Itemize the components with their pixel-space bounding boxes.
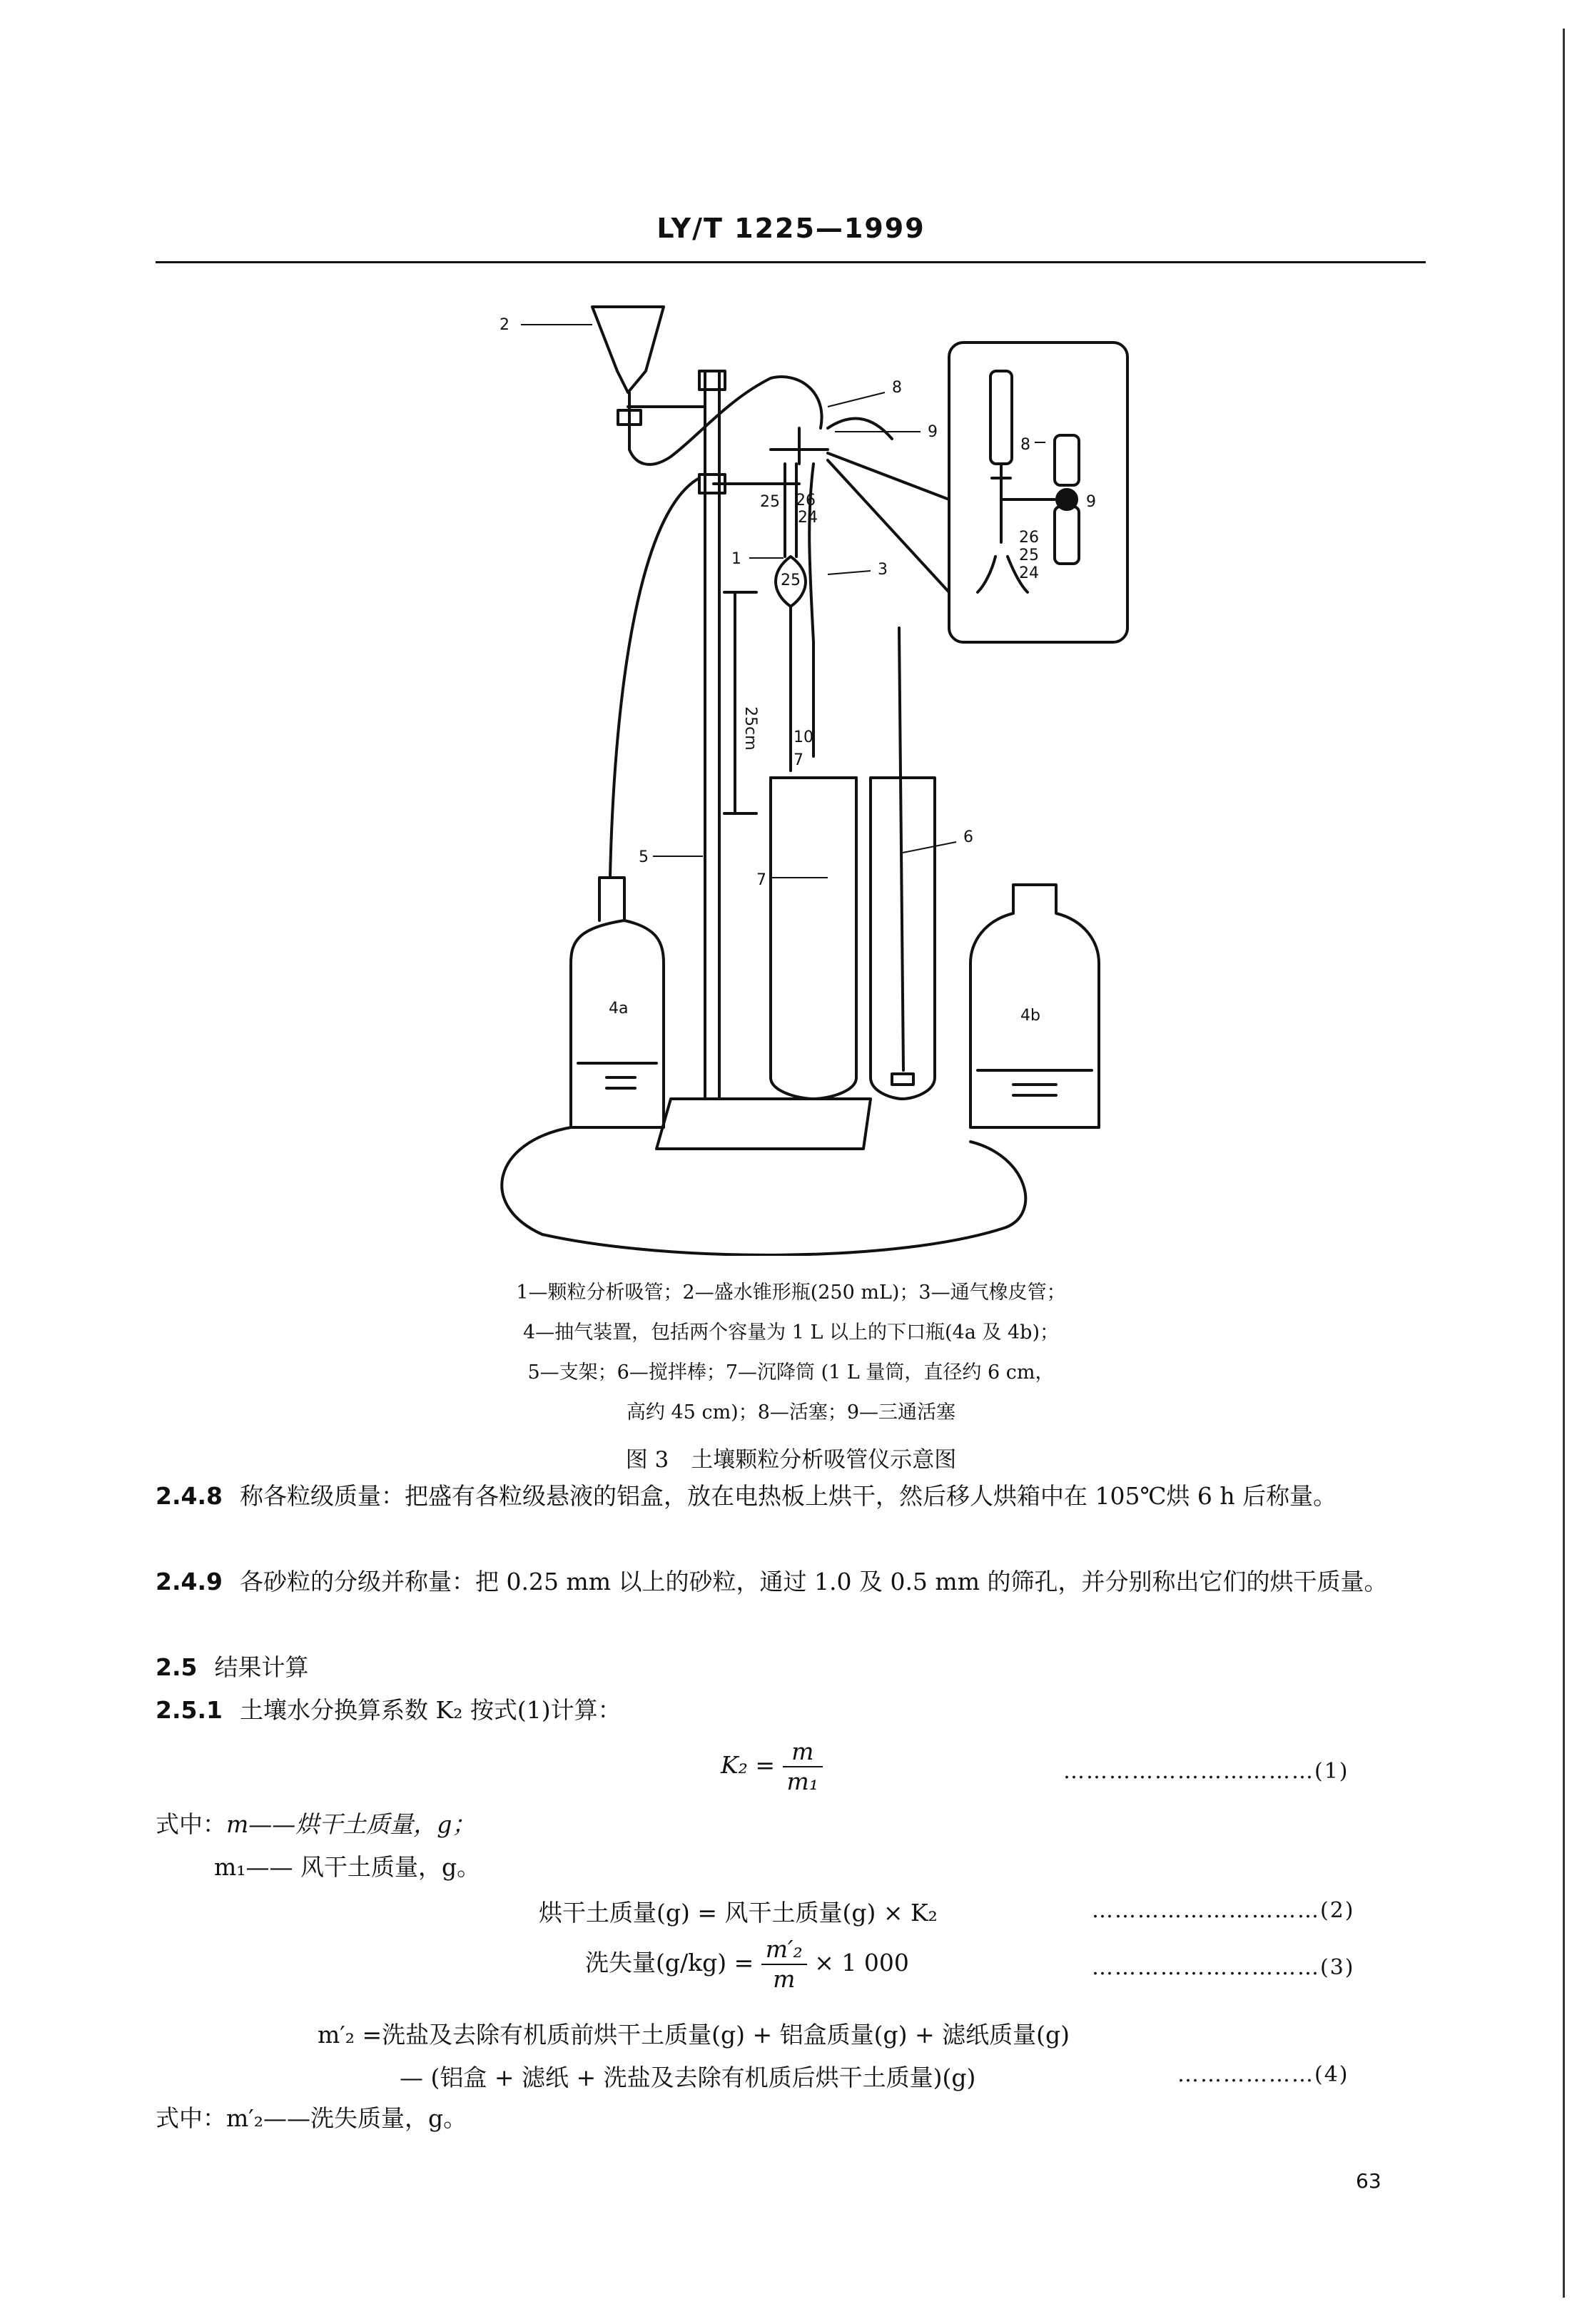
eq1-numerator: m (783, 1737, 823, 1767)
section-number: 2.5 (156, 1653, 198, 1681)
inset-label-26: 26 (1019, 529, 1039, 547)
label-9: 9 (928, 423, 938, 441)
where-clause-1 (156, 1805, 1426, 1844)
para-text: 各砂粒的分级并称量：把 0.25 mm 以上的砂粒，通过 1.0 及 0.5 mm 的筛孔，并分别称出它们的烘干质量。 (239, 1568, 1388, 1595)
label-25b: 25 (781, 572, 801, 589)
equation-4-line-2: — (铝盒 + 滤纸 + 洗盐及去除有机质后烘干土质量)(g) (400, 2064, 976, 2091)
label-25cm: 25cm (741, 706, 759, 751)
equation-1 (721, 1737, 823, 1796)
eq3-denominator: m (773, 1965, 796, 1993)
eq3-numerator: m′₂ (761, 1935, 807, 1965)
page-number: 63 (1356, 2169, 1381, 2193)
support-rod (705, 371, 719, 1099)
apparatus-figure (400, 285, 1199, 1256)
where-item-m2: m′₂——洗失质量，g。 (226, 2104, 467, 2132)
label-3: 3 (878, 561, 888, 579)
label-2: 2 (500, 316, 509, 334)
inset-box (949, 342, 1127, 642)
header-rule (156, 261, 1426, 263)
connecting-tube (502, 1127, 1025, 1255)
figure-caption-line-3: 5—支架；6—搅拌棒；7—沉降筒 (1 L 量筒，直径约 6 cm， (527, 1361, 1055, 1384)
para-text: 土壤水分换算系数 K₂ 按式(1)计算： (239, 1696, 622, 1724)
page-header: LY/T 1225—1999 (656, 213, 926, 244)
eq1-fraction (783, 1737, 823, 1796)
eq3-rhs: × 1 000 (814, 1949, 909, 1977)
where-prefix: 式中： (156, 2104, 226, 2132)
inset-label-25: 25 (1019, 547, 1039, 564)
where-prefix: 式中： (156, 1810, 226, 1838)
equation-3 (585, 1935, 909, 1994)
label-7a: 7 (793, 751, 803, 769)
section-number: 2.4.9 (156, 1568, 223, 1595)
label-26: 26 (796, 492, 816, 509)
inset-label-8: 8 (1020, 436, 1030, 454)
label-25a: 25 (760, 493, 780, 511)
rod-clamp-top (699, 371, 725, 390)
figure-caption-line-1: 1—颗粒分析吸管；2—盛水锥形瓶(250 mL)；3—通气橡皮管； (516, 1282, 1066, 1304)
label-6: 6 (963, 828, 973, 846)
para-2-4-9 (156, 1563, 1426, 1601)
where-item-m: m——烘干土质量，g； (226, 1810, 476, 1838)
para-2-5-1 (156, 1691, 1426, 1730)
eq3-fraction (761, 1935, 807, 1994)
figure-caption-line-2: 4—抽气装置，包括两个容量为 1 L 以上的下口瓶(4a 及 4b)； (522, 1321, 1059, 1344)
section-number: 2.5.1 (156, 1696, 223, 1724)
eq1-denominator: m₁ (786, 1767, 819, 1795)
suction-tube (610, 478, 699, 878)
equation-2-number: …………………………(2) (1092, 1898, 1355, 1923)
para-text: 结果计算 (214, 1653, 309, 1681)
equation-4-line-1: m′₂ =洗盐及去除有机质前烘干土质量(g) + 铝盒质量(g) + 滤纸质量(g) (318, 2021, 1070, 2049)
sedimentation-cylinder (771, 778, 856, 1099)
label-10: 10 (793, 729, 813, 746)
section-number: 2.4.8 (156, 1482, 223, 1510)
figure-caption-line-4: 高约 45 cm)；8—活塞；9—三通活塞 (626, 1401, 956, 1424)
inset-label-9: 9 (1086, 493, 1096, 511)
eq1-lhs: K₂ = (721, 1751, 776, 1779)
where-item-m1: m₁—— 风干土质量，g。 (214, 1853, 481, 1881)
label-8: 8 (892, 379, 902, 397)
scan-edge-line (1563, 29, 1565, 2298)
figure-title: 图 3 土壤颗粒分析吸管仪示意图 (625, 1447, 957, 1473)
inset-label-24: 24 (1019, 564, 1039, 582)
para-2-5 (156, 1648, 1426, 1687)
label-5: 5 (639, 848, 649, 866)
label-1: 1 (731, 550, 741, 568)
bottle-4b (970, 885, 1099, 1127)
stirring-rod (899, 628, 903, 1070)
label-4b: 4b (1020, 1007, 1040, 1025)
where-clause-2 (156, 2099, 1426, 2138)
label-7b: 7 (756, 871, 766, 889)
equation-1-number: ……………………………(1) (1063, 1759, 1349, 1784)
conical-flask (592, 307, 664, 392)
label-4a: 4a (609, 1000, 629, 1018)
eq3-lhs: 洗失量(g/kg) = (585, 1949, 754, 1977)
para-2-4-8 (156, 1477, 1426, 1516)
equation-2: 烘干土质量(g) = 风干土质量(g) × K₂ (539, 1899, 938, 1927)
equation-4-number: ………………(4) (1177, 2062, 1349, 2087)
equation-3-number: …………………………(3) (1092, 1955, 1355, 1980)
para-text: 称各粒级质量：把盛有各粒级悬液的铝盒，放在电热板上烘干，然后移人烘箱中在 105℃烘 6 h 后称量。 (239, 1482, 1337, 1510)
label-24: 24 (798, 509, 818, 527)
stand-base (656, 1099, 871, 1149)
